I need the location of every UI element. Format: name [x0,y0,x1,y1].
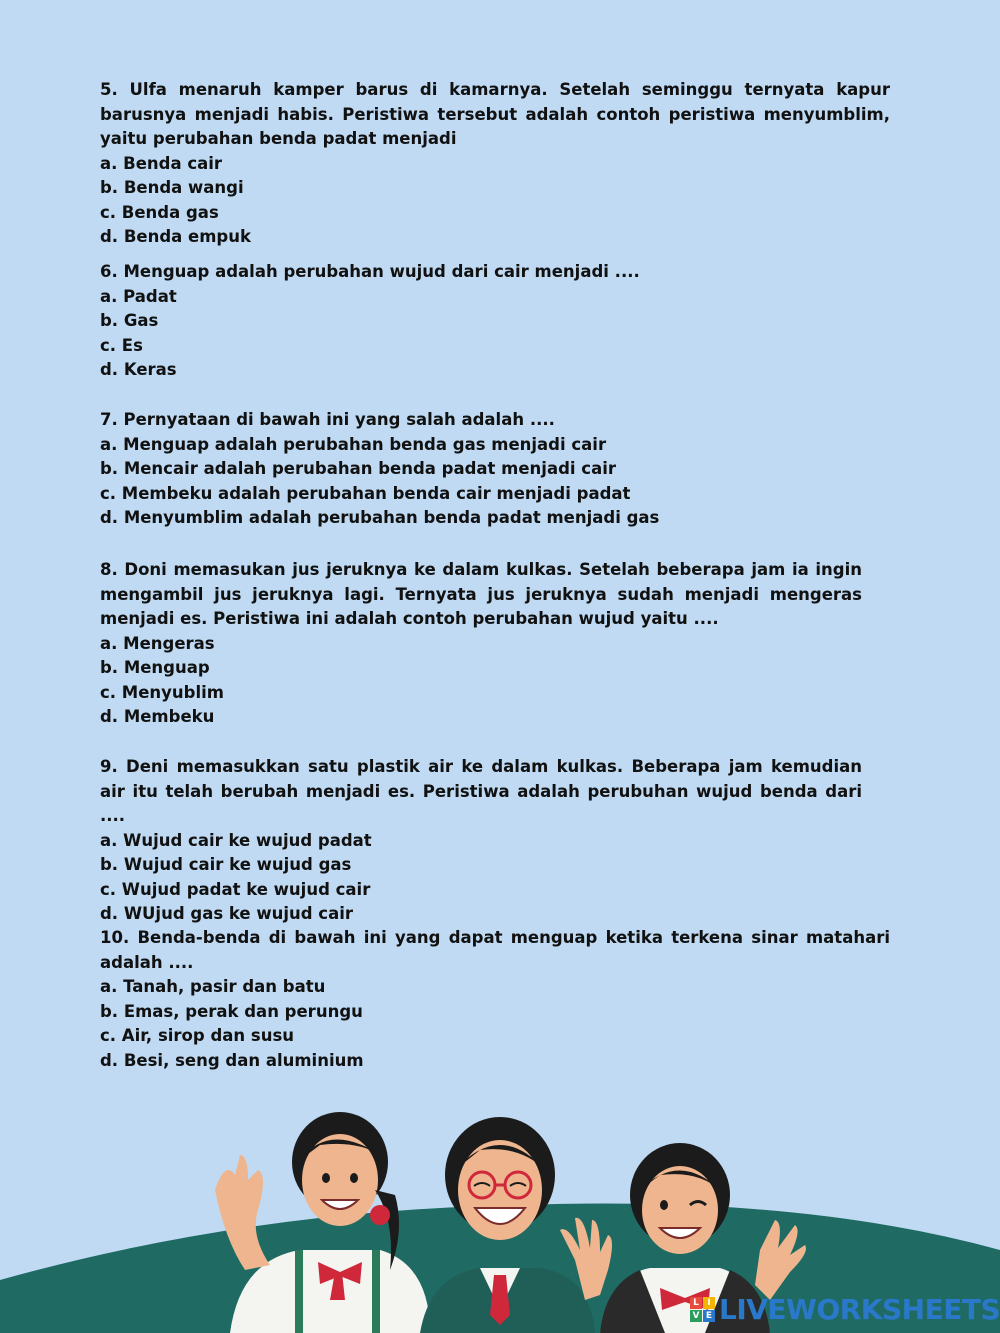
question-5 [100,78,890,250]
option-c: c. Air, sirop dan susu [100,1026,295,1045]
option-d: d. WUjud gas ke wujud cair [100,904,354,923]
logo-letter-l: L [690,1297,702,1309]
option-a: a. Wujud cair ke wujud padat [100,830,372,850]
option-d: d. Membeku [100,707,215,726]
option-a: a. Tanah, pasir dan batu [100,977,326,996]
option-c: c. Wujud padat ke wujud cair [100,879,371,899]
option-c: c. Menyublim [100,682,224,702]
option-c: c. Es [100,335,143,355]
option-b: b. Emas, perak dan perungu [100,1001,363,1021]
question-stem: 9. Deni memasukkan satu plastik air ke dalam kulkas. Beberapa jam kemudian air itu telah berubah menjadi es. Peristiwa adalah perubuhan wujud benda dari .... [100,757,862,825]
option-d: d. Benda empuk [100,227,251,246]
option-b: b. Wujud cair ke wujud gas [100,855,352,874]
question-stem: 6. Menguap adalah perubahan wujud dari cair menjadi .... [100,262,640,281]
logo-letter-i: I [703,1297,715,1309]
question-stem: 10. Benda-benda di bawah ini yang dapat menguap ketika terkena sinar matahari adalah .... [100,928,890,972]
option-d: d. Besi, seng dan aluminium [100,1050,364,1070]
option-d: d. Keras [100,360,177,379]
option-b: b. Gas [100,311,159,330]
question-6 [100,260,640,383]
option-b: b. Menguap [100,658,210,677]
option-a: a. Menguap adalah perubahan benda gas menjadi cair [100,434,607,454]
option-a: a. Mengeras [100,633,215,653]
question-8 [100,558,862,730]
question-7 [100,408,659,531]
question-10 [100,926,890,1073]
option-a: a. Padat [100,286,177,306]
option-d: d. Menyumblim adalah perubahan benda padat menjadi gas [100,508,660,527]
option-a: a. Benda cair [100,153,223,173]
option-c: c. Membeku adalah perubahan benda cair menjadi padat [100,483,631,503]
brand-text: LIVEWORKSHEETS [719,1292,1000,1326]
logo-letter-v: V [690,1310,702,1322]
question-stem: 8. Doni memasukan jus jeruknya ke dalam kulkas. Setelah beberapa jam ia ingin mengambil jus jeruknya lagi. Ternyata jus jeruknya sudah menjadi mengeras menjadi es. Peristiwa ini adalah contoh perubahan wujud yaitu .... [100,560,862,628]
question-stem: 5. Ulfa menaruh kamper barus di kamarnya. Setelah seminggu ternyata kapur barusnya menjadi habis. Peristiwa tersebut adalah contoh peristiwa menyumblim, yaitu perubahan benda padat menjadi [100,80,890,148]
option-b: b. Benda wangi [100,178,244,197]
liveworksheets-watermark [690,1292,1000,1326]
question-9 [100,755,862,927]
logo-letter-e: E [703,1310,715,1322]
liveworksheets-logo-icon [690,1297,715,1322]
option-b: b. Mencair adalah perubahan benda padat menjadi cair [100,459,616,478]
question-stem: 7. Pernyataan di bawah ini yang salah adalah .... [100,410,555,429]
option-c: c. Benda gas [100,202,219,222]
